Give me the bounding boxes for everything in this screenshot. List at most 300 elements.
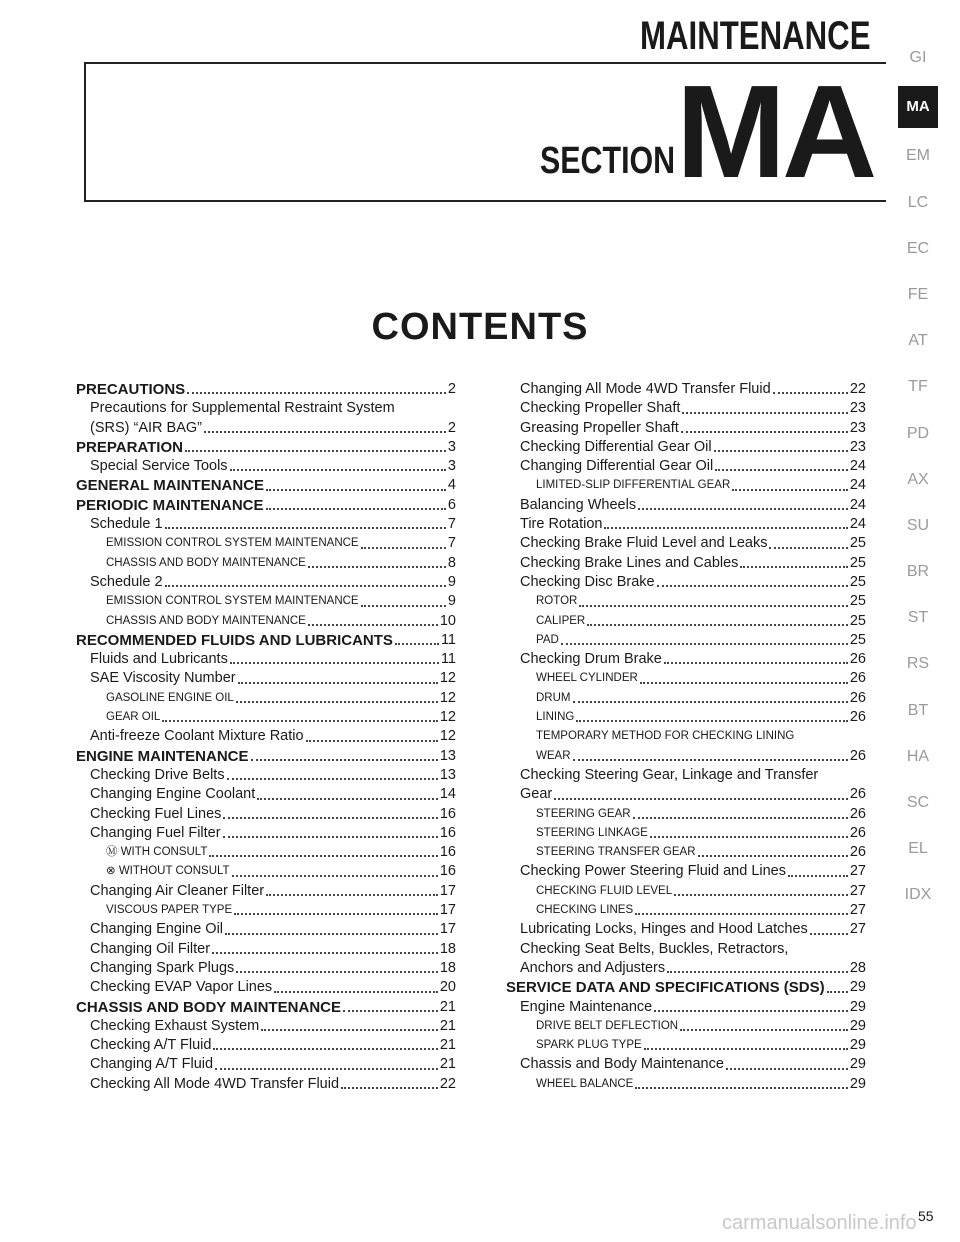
toc-entry-page: 27 [849, 902, 866, 919]
toc-entry[interactable] [76, 612, 456, 631]
toc-entry-page: 14 [439, 786, 456, 803]
toc-entry-page: 27 [849, 882, 866, 899]
section-tab-em[interactable]: EM [906, 147, 930, 165]
section-tab-at[interactable]: AT [908, 332, 928, 350]
toc-entry-label: VISCOUS PAPER TYPE [106, 904, 233, 917]
toc-entry-label: PERIODIC MAINTENANCE [76, 496, 264, 514]
section-tab-ha[interactable]: HA [906, 747, 930, 765]
toc-entry-page: 16 [439, 863, 456, 880]
toc-leader-dots [667, 971, 848, 973]
toc-entry-label: Changing Oil Filter [90, 940, 211, 957]
toc-leader-dots [236, 971, 438, 973]
toc-entry[interactable] [506, 515, 866, 534]
toc-entry[interactable] [506, 496, 866, 515]
toc-entry[interactable] [506, 940, 866, 959]
toc-leader-dots [769, 547, 847, 549]
toc-entry-page: 2 [447, 419, 456, 436]
section-tab-ax[interactable]: AX [907, 470, 929, 488]
toc-entry-label: Lubricating Locks, Hinges and Hood Latches [520, 921, 808, 938]
toc-entry-page: 16 [439, 805, 456, 822]
section-tab-ec[interactable]: EC [906, 239, 930, 257]
toc-entry[interactable] [76, 1017, 456, 1036]
toc-entry-page: 4 [447, 477, 456, 494]
toc-entry[interactable] [506, 476, 866, 495]
toc-entry-page: 25 [849, 593, 866, 610]
toc-entry-page: 18 [439, 940, 456, 957]
toc-entry[interactable] [506, 901, 866, 920]
toc-leader-dots [209, 855, 437, 857]
toc-entry[interactable] [506, 1017, 866, 1036]
toc-entry-page: 25 [849, 573, 866, 590]
toc-right-column [506, 380, 866, 1094]
toc-entry[interactable] [506, 534, 866, 553]
toc-leader-dots [308, 566, 446, 568]
toc-leader-dots [230, 469, 446, 471]
section-tab-ma[interactable]: MA [898, 86, 938, 128]
toc-leader-dots [732, 489, 848, 491]
toc-entry-page: 29 [849, 979, 866, 996]
toc-entry[interactable] [506, 920, 866, 939]
toc-entry[interactable] [506, 998, 866, 1017]
toc-leader-dots [266, 508, 446, 510]
toc-leader-dots [726, 1068, 848, 1070]
toc-entry[interactable] [506, 805, 866, 824]
toc-entry[interactable] [76, 998, 456, 1017]
toc-entry-label: WHEEL BALANCE [536, 1077, 634, 1090]
toc-entry[interactable] [506, 1036, 866, 1055]
toc-leader-dots [223, 817, 437, 819]
toc-entry-label: Checking Fuel Lines [90, 805, 222, 822]
toc-entry[interactable] [76, 669, 456, 688]
toc-leader-dots [682, 412, 847, 414]
toc-leader-dots [266, 894, 438, 896]
toc-leader-dots [257, 798, 438, 800]
toc-leader-dots [308, 624, 438, 626]
toc-entry[interactable] [76, 380, 456, 399]
toc-entry-label: Changing Air Cleaner Filter [90, 882, 265, 899]
toc-entry[interactable] [76, 920, 456, 939]
toc-entry[interactable] [76, 727, 456, 746]
toc-entry-label: Changing Differential Gear Oil [520, 458, 714, 475]
toc-entry-page: 11 [440, 651, 456, 668]
toc-entry-label: Checking Drum Brake [520, 651, 662, 668]
toc-leader-dots [234, 913, 438, 915]
toc-entry[interactable] [506, 747, 866, 766]
toc-entry-label: Changing A/T Fluid [90, 1056, 214, 1073]
toc-leader-dots [341, 1087, 438, 1089]
toc-leader-dots [204, 431, 446, 433]
toc-left-column [76, 380, 456, 1094]
toc-entry-page: 27 [849, 921, 866, 938]
toc-entry[interactable] [76, 573, 456, 592]
toc-leader-dots [788, 875, 848, 877]
toc-entry[interactable] [76, 457, 456, 476]
toc-entry[interactable] [506, 592, 866, 611]
toc-entry-page: 29 [849, 1017, 866, 1034]
toc-entry[interactable] [506, 573, 866, 592]
toc-leader-dots [633, 817, 848, 819]
toc-entry-label: STEERING LINKAGE [536, 826, 648, 839]
toc-entry-label: Tire Rotation [520, 516, 603, 533]
toc-leader-dots [650, 836, 848, 838]
toc-leader-dots [165, 585, 446, 587]
toc-entry[interactable] [76, 689, 456, 708]
toc-entry[interactable] [506, 727, 866, 746]
toc-entry-page: 12 [439, 709, 456, 726]
toc-entry[interactable] [506, 380, 866, 399]
toc-entry[interactable] [506, 689, 866, 708]
toc-entry-page: 9 [447, 573, 456, 590]
toc-entry-label: LIMITED-SLIP DIFFERENTIAL GEAR [536, 479, 731, 492]
toc-entry-page: 26 [849, 670, 866, 687]
toc-leader-dots [640, 682, 848, 684]
toc-entry-page: 25 [849, 535, 866, 552]
toc-entry-page: 8 [447, 554, 456, 571]
toc-entry[interactable] [76, 862, 456, 881]
toc-entry-page: 6 [447, 496, 456, 513]
toc-entry-page: 23 [849, 438, 866, 455]
toc-entry-label: WHEEL CYLINDER [536, 672, 638, 685]
toc-entry[interactable] [76, 1055, 456, 1074]
toc-entry-page: 26 [849, 786, 866, 803]
toc-entry-label: Schedule 1 [90, 516, 163, 533]
toc-entry-label: Checking Seat Belts, Buckles, Retractors, [520, 940, 789, 957]
toc-entry[interactable] [506, 766, 866, 785]
toc-leader-dots [635, 913, 848, 915]
toc-leader-dots [827, 991, 848, 993]
toc-leader-dots [230, 662, 439, 664]
toc-leader-dots [740, 566, 847, 568]
toc-entry-page: 9 [447, 593, 456, 610]
toc-entry-label: WEAR [536, 749, 571, 762]
page-number: 55 [918, 1208, 934, 1224]
toc-leader-dots [165, 527, 446, 529]
toc-entry[interactable] [506, 978, 866, 997]
section-tab-bt[interactable]: BT [907, 701, 929, 719]
toc-entry-page: 12 [439, 670, 456, 687]
section-tab-rs[interactable]: RS [906, 655, 930, 673]
toc-entry[interactable] [76, 978, 456, 997]
toc-leader-dots [573, 759, 848, 761]
toc-entry-label: ⊗ WITHOUT CONSULT [106, 865, 230, 878]
toc-entry-page: 22 [849, 381, 866, 397]
toc-entry[interactable] [76, 438, 456, 457]
toc-entry-label: EMISSION CONTROL SYSTEM MAINTENANCE [106, 595, 359, 608]
toc-entry[interactable] [76, 650, 456, 669]
toc-entry-label: STEERING GEAR [536, 807, 631, 820]
toc-leader-dots [664, 662, 848, 664]
toc-entry-label: GEAR OIL [106, 711, 161, 724]
toc-leader-dots [657, 585, 848, 587]
toc-entry-label: Fluids and Lubricants [90, 651, 228, 668]
toc-entry-label: Checking Disc Brake [520, 573, 655, 590]
toc-entry[interactable] [76, 843, 456, 862]
toc-entry[interactable] [506, 1075, 866, 1094]
toc-leader-dots [223, 836, 438, 838]
toc-leader-dots [579, 605, 848, 607]
toc-leader-dots [236, 701, 438, 703]
toc-entry-page: 23 [849, 419, 866, 436]
toc-entry-label: Checking EVAP Vapor Lines [90, 979, 273, 996]
toc-leader-dots [674, 894, 848, 896]
toc-entry-page: 21 [439, 1037, 456, 1054]
toc-entry-page: 23 [849, 400, 866, 417]
toc-entry-page: 29 [849, 1075, 866, 1092]
toc-leader-dots [635, 1087, 848, 1089]
toc-entry-page: 7 [447, 535, 456, 552]
toc-leader-dots [306, 740, 438, 742]
toc-entry-label: Checking Brake Lines and Cables [520, 554, 739, 571]
watermark: carmanualsonline.info [722, 1212, 917, 1234]
section-tab-lc[interactable]: LC [907, 193, 929, 211]
toc-leader-dots [644, 1048, 848, 1050]
toc-entry-label: Gear [520, 786, 553, 803]
toc-entry-page: 26 [849, 805, 866, 822]
toc-entry[interactable] [76, 1075, 456, 1094]
toc-entry-page: 26 [849, 651, 866, 668]
toc-entry-page: 29 [849, 1037, 866, 1054]
toc-entry-label: GASOLINE ENGINE OIL [106, 691, 234, 704]
toc-entry-label: CHECKING LINES [536, 904, 634, 917]
toc-entry[interactable] [506, 1055, 866, 1074]
toc-entry-label: SAE Viscosity Number [90, 670, 236, 687]
section-tab-fe[interactable]: FE [907, 285, 929, 303]
toc-leader-dots [261, 1029, 438, 1031]
toc-leader-dots [225, 933, 438, 935]
toc-entry-label: Checking Steering Gear, Linkage and Transfer [520, 766, 819, 783]
toc-leader-dots [587, 624, 848, 626]
toc-entry[interactable] [76, 959, 456, 978]
toc-entry-label: Changing Fuel Filter [90, 824, 221, 841]
toc-leader-dots [185, 450, 446, 452]
toc-entry[interactable] [506, 824, 866, 843]
toc-entry[interactable] [506, 708, 866, 727]
toc-entry-page: 25 [849, 631, 866, 648]
toc-entry[interactable] [76, 554, 456, 573]
toc-entry-label: Checking A/T Fluid [90, 1037, 212, 1054]
toc-entry-label: Special Service Tools [90, 458, 228, 475]
toc-entry-page: 24 [849, 496, 866, 513]
toc-entry-label: CALIPER [536, 614, 586, 627]
toc-entry-label: Changing Engine Coolant [90, 786, 256, 803]
toc-entry-label: PAD [536, 633, 559, 646]
section-tab-gi[interactable]: GI [909, 49, 927, 66]
toc-leader-dots [343, 1010, 438, 1012]
toc-entry-page: 26 [849, 709, 866, 726]
toc-leader-dots [715, 469, 848, 471]
toc-entry-page: 18 [439, 959, 456, 976]
toc-entry-page: 13 [439, 747, 456, 764]
toc-entry-label: Checking Brake Fluid Level and Leaks [520, 535, 768, 552]
toc-entry[interactable] [76, 419, 456, 438]
toc-entry-page: 17 [439, 902, 456, 919]
toc-entry[interactable] [76, 766, 456, 785]
toc-entry[interactable] [76, 399, 456, 418]
toc-entry-label: (SRS) “AIR BAG” [90, 419, 202, 436]
section-label: SECTION [540, 140, 676, 182]
toc-leader-dots [232, 875, 438, 877]
toc-entry-label: Checking Exhaust System [90, 1017, 260, 1034]
toc-entry-page: 20 [439, 979, 456, 996]
toc-entry[interactable] [76, 708, 456, 727]
toc-entry-page: 11 [440, 631, 456, 648]
toc-entry[interactable] [76, 515, 456, 534]
toc-entry-label: CHASSIS AND BODY MAINTENANCE [76, 998, 342, 1016]
toc-entry-page: 12 [439, 728, 456, 745]
toc-entry[interactable] [76, 1036, 456, 1055]
toc-leader-dots [773, 392, 848, 394]
toc-entry-page: 3 [447, 438, 456, 455]
toc-entry-page: 2 [447, 381, 456, 397]
toc-leader-dots [561, 643, 848, 645]
toc-leader-dots [251, 759, 438, 761]
toc-entry[interactable] [76, 476, 456, 495]
toc-leader-dots [604, 527, 847, 529]
toc-entry[interactable] [506, 554, 866, 573]
toc-entry-label: Changing All Mode 4WD Transfer Fluid [520, 381, 771, 397]
toc-leader-dots [810, 933, 848, 935]
toc-entry-page: 26 [849, 824, 866, 841]
toc-entry-page: 10 [439, 612, 456, 629]
toc-entry[interactable] [506, 612, 866, 631]
toc-leader-dots [213, 1048, 437, 1050]
toc-entry[interactable] [76, 824, 456, 843]
toc-leader-dots [227, 778, 438, 780]
toc-entry-label: Precautions for Supplemental Restraint System [90, 400, 395, 417]
toc-entry-page: 25 [849, 554, 866, 571]
section-tab-br[interactable]: BR [906, 563, 930, 581]
toc-entry-label: Schedule 2 [90, 573, 163, 590]
toc-entry-page: 16 [439, 844, 456, 861]
toc-leader-dots [187, 392, 446, 394]
toc-entry-label: SERVICE DATA AND SPECIFICATIONS (SDS) [506, 979, 825, 997]
toc-entry-page: 3 [447, 458, 456, 475]
toc-entry-page: 24 [849, 477, 866, 494]
toc-entry-label: Checking Power Steering Fluid and Lines [520, 863, 786, 880]
toc-leader-dots [212, 952, 438, 954]
toc-entry-label: CHECKING FLUID LEVEL [536, 884, 673, 897]
toc-entry[interactable] [76, 882, 456, 901]
toc-entry-label: Engine Maintenance [520, 998, 653, 1015]
section-tab-pd[interactable]: PD [906, 424, 930, 442]
toc-entry-page: 24 [849, 516, 866, 533]
toc-entry[interactable] [506, 631, 866, 650]
toc-entry-page: 28 [849, 959, 866, 976]
toc-entry[interactable] [506, 419, 866, 438]
toc-entry-label: Balancing Wheels [520, 496, 637, 513]
toc-entry-label: Changing Spark Plugs [90, 959, 235, 976]
toc-entry-label: Ⓜ WITH CONSULT [106, 846, 208, 859]
toc-entry-page: 27 [849, 863, 866, 880]
toc-entry[interactable] [506, 669, 866, 688]
toc-leader-dots [274, 991, 438, 993]
toc-entry-label: SPARK PLUG TYPE [536, 1039, 642, 1052]
toc-leader-dots [266, 489, 446, 491]
toc-entry-page: 21 [439, 1017, 456, 1034]
toc-entry[interactable] [76, 631, 456, 650]
toc-entry-label: Anchors and Adjusters [520, 959, 666, 976]
section-tab-sc[interactable]: SC [906, 794, 930, 811]
toc-entry-label: Checking Differential Gear Oil [520, 438, 712, 455]
toc-leader-dots [395, 643, 439, 645]
toc-entry[interactable] [506, 399, 866, 418]
toc-entry-label: RECOMMENDED FLUIDS AND LUBRICANTS [76, 631, 393, 649]
toc-entry-label: DRUM [536, 691, 571, 704]
toc-entry-page: 13 [439, 766, 456, 783]
toc-entry-page: 21 [439, 1056, 456, 1073]
toc-entry[interactable] [76, 496, 456, 515]
toc-entry[interactable] [506, 843, 866, 862]
toc-entry[interactable] [506, 457, 866, 476]
toc-entry-label: LINING [536, 711, 575, 724]
section-tab-el[interactable]: EL [908, 840, 928, 858]
toc-entry[interactable] [506, 959, 866, 978]
toc-leader-dots [215, 1068, 438, 1070]
toc-entry[interactable] [76, 901, 456, 920]
toc-entry[interactable] [506, 785, 866, 804]
toc-leader-dots [698, 855, 848, 857]
section-tab-idx[interactable]: IDX [904, 886, 932, 904]
toc-entry-page: 22 [439, 1075, 456, 1092]
toc-entry-label: Checking All Mode 4WD Transfer Fluid [90, 1075, 340, 1092]
toc-entry-page: 24 [849, 458, 866, 475]
toc-leader-dots [576, 720, 848, 722]
section-tab-tf[interactable]: TF [908, 378, 928, 396]
toc-leader-dots [554, 798, 848, 800]
toc-entry-label: Checking Drive Belts [90, 766, 225, 783]
toc-entry[interactable] [506, 438, 866, 457]
toc-entry[interactable] [506, 882, 866, 901]
toc-leader-dots [638, 508, 848, 510]
toc-leader-dots [714, 450, 848, 452]
toc-entry-label: STEERING TRANSFER GEAR [536, 846, 696, 859]
toc-entry[interactable] [76, 785, 456, 804]
toc-entry-label: PREPARATION [76, 438, 183, 456]
section-tab-su[interactable]: SU [906, 516, 930, 534]
toc-entry-page: 17 [439, 921, 456, 938]
toc-entry-label: GENERAL MAINTENANCE [76, 477, 265, 495]
toc-entry[interactable] [76, 805, 456, 824]
toc-entry[interactable] [76, 534, 456, 553]
toc-leader-dots [361, 605, 446, 607]
toc-leader-dots [162, 720, 438, 722]
toc-leader-dots [238, 682, 438, 684]
toc-entry-label: Greasing Propeller Shaft [520, 419, 679, 436]
section-code: MA [676, 58, 874, 205]
toc-entry-label: TEMPORARY METHOD FOR CHECKING LINING [536, 730, 795, 743]
toc-entry-label: DRIVE BELT DEFLECTION [536, 1019, 679, 1032]
toc-entry[interactable] [76, 592, 456, 611]
toc-entry-label: EMISSION CONTROL SYSTEM MAINTENANCE [106, 537, 359, 550]
toc-entry-page: 29 [849, 1056, 866, 1073]
toc-entry-label: Chassis and Body Maintenance [520, 1056, 724, 1073]
toc-leader-dots [681, 431, 848, 433]
section-tab-st[interactable]: ST [907, 609, 929, 627]
toc-entry-page: 26 [849, 844, 866, 861]
toc-entry-page: 17 [439, 882, 456, 899]
toc-entry-label: Checking Propeller Shaft [520, 400, 681, 417]
toc-entry-page: 7 [447, 516, 456, 533]
toc-entry[interactable] [506, 650, 866, 669]
toc-leader-dots [361, 547, 446, 549]
toc-entry[interactable] [506, 862, 866, 881]
toc-entry-label: ROTOR [536, 595, 578, 608]
toc-entry[interactable] [76, 940, 456, 959]
toc-entry-page: 21 [439, 998, 456, 1015]
toc-entry[interactable] [76, 747, 456, 766]
toc-leader-dots [654, 1010, 848, 1012]
toc-entry-label: ENGINE MAINTENANCE [76, 747, 249, 765]
